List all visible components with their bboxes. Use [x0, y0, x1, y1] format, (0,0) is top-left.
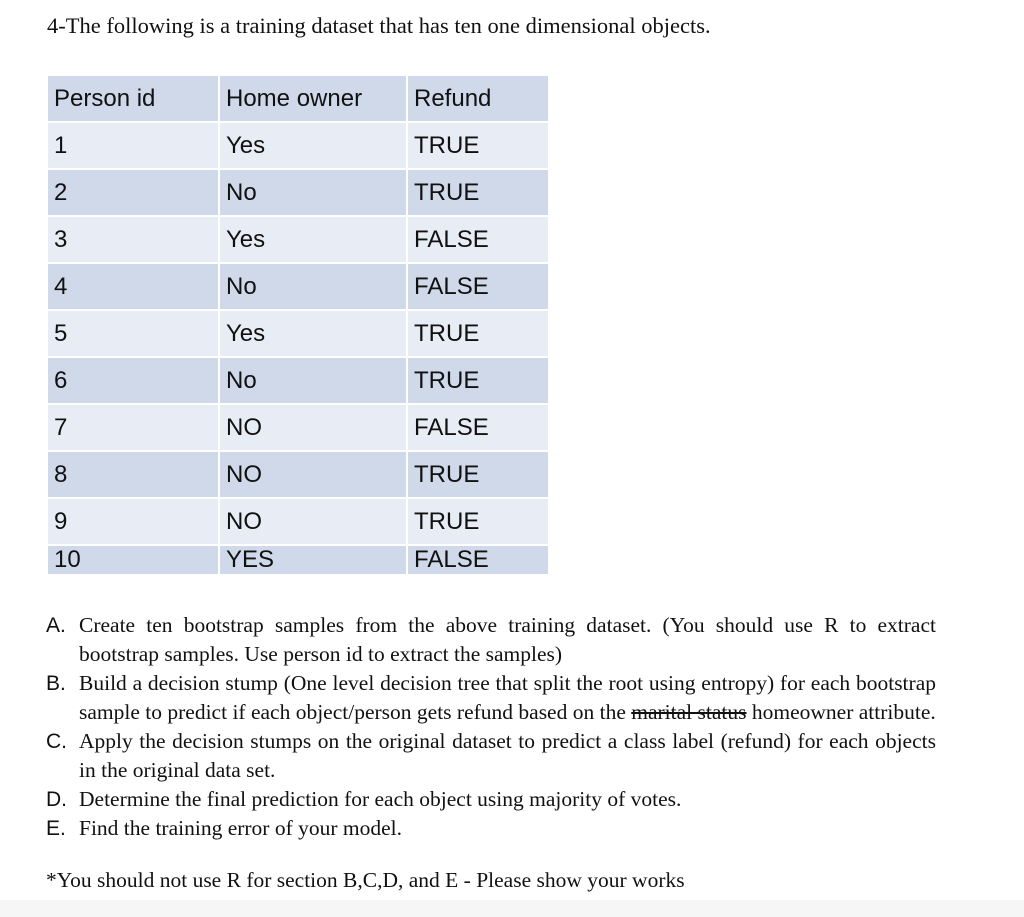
cell-person-id: 3	[48, 217, 218, 262]
question-text: Apply the decision stumps on the original dataset to predict a class label (refund) for each objects in the original data set.	[79, 729, 936, 782]
table-row	[48, 123, 548, 168]
question-marker: D.	[46, 788, 67, 811]
table-row	[48, 405, 548, 450]
question-text: Build a decision stump (One level decision tree that split the root using entropy) for each bootstrap sample to predict if each object/person gets refund based on the	[79, 671, 936, 724]
question-item-a	[46, 611, 936, 669]
table-row	[48, 264, 548, 309]
page-bottom-strip	[0, 900, 1024, 917]
cell-home-owner: NO	[220, 499, 406, 544]
question-heading: 4-The following is a training dataset that has ten one dimensional objects.	[47, 13, 711, 38]
table-row	[48, 217, 548, 262]
instruction-note: *You should not use R for section B,C,D, and E - Please show your works	[46, 868, 685, 892]
question-text: Determine the final prediction for each object using majority of votes.	[79, 787, 682, 811]
cell-refund: TRUE	[408, 170, 548, 215]
cell-home-owner: NO	[220, 452, 406, 497]
table-row	[48, 170, 548, 215]
cell-refund: TRUE	[408, 499, 548, 544]
training-dataset-table	[46, 74, 550, 576]
cell-refund: FALSE	[408, 546, 548, 574]
question-text: Create ten bootstrap samples from the above training dataset. (You should use R to extract bootstrap samples. Use person id to extract the samples)	[79, 613, 936, 666]
cell-home-owner: Yes	[220, 311, 406, 356]
cell-home-owner: NO	[220, 405, 406, 450]
question-marker: A.	[46, 614, 66, 637]
question-item-b	[46, 669, 936, 727]
cell-home-owner: No	[220, 264, 406, 309]
cell-person-id: 7	[48, 405, 218, 450]
cell-person-id: 8	[48, 452, 218, 497]
table-row	[48, 452, 548, 497]
question-text-continued: homeowner attribute.	[746, 700, 936, 724]
question-marker: C.	[46, 730, 67, 753]
cell-refund: TRUE	[408, 311, 548, 356]
question-item-e	[46, 814, 936, 843]
question-item-c	[46, 727, 936, 785]
question-list	[46, 611, 936, 843]
table-header-row	[48, 76, 548, 121]
cell-home-owner: No	[220, 358, 406, 403]
question-item-d	[46, 785, 936, 814]
cell-home-owner: YES	[220, 546, 406, 574]
cell-refund: TRUE	[408, 452, 548, 497]
question-marker: E.	[46, 817, 66, 840]
header-home-owner: Home owner	[220, 76, 406, 121]
question-marker: B.	[46, 672, 66, 695]
cell-home-owner: Yes	[220, 217, 406, 262]
cell-person-id: 10	[48, 546, 218, 574]
table-row	[48, 546, 548, 574]
cell-refund: FALSE	[408, 264, 548, 309]
cell-person-id: 4	[48, 264, 218, 309]
cell-person-id: 2	[48, 170, 218, 215]
cell-refund: FALSE	[408, 405, 548, 450]
cell-home-owner: No	[220, 170, 406, 215]
question-text: Find the training error of your model.	[79, 816, 403, 840]
cell-person-id: 9	[48, 499, 218, 544]
cell-refund: TRUE	[408, 123, 548, 168]
cell-person-id: 5	[48, 311, 218, 356]
header-refund: Refund	[408, 76, 548, 121]
struck-text: marital status	[631, 700, 747, 724]
table-row	[48, 358, 548, 403]
table-row	[48, 499, 548, 544]
cell-refund: FALSE	[408, 217, 548, 262]
cell-person-id: 6	[48, 358, 218, 403]
cell-home-owner: Yes	[220, 123, 406, 168]
cell-refund: TRUE	[408, 358, 548, 403]
header-person-id: Person id	[48, 76, 218, 121]
table-row	[48, 311, 548, 356]
cell-person-id: 1	[48, 123, 218, 168]
